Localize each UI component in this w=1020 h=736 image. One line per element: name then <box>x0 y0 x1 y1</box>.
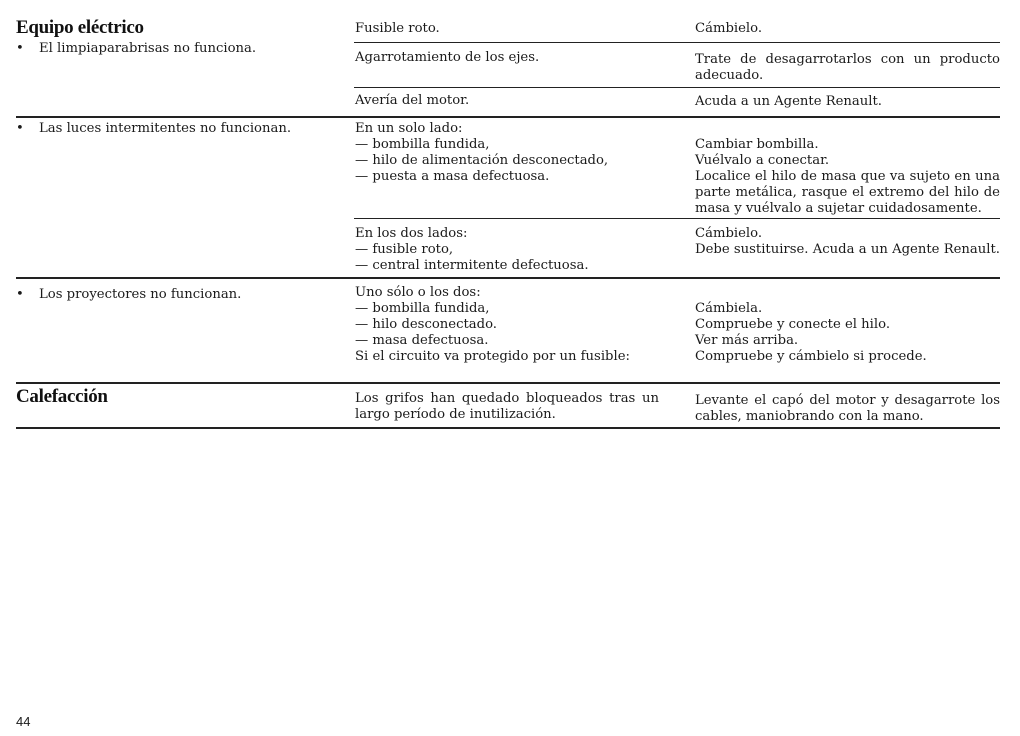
remedy-text: Cámbielo. <box>695 21 763 36</box>
row-divider <box>354 42 1000 43</box>
cause-line: Uno sólo o los dos: <box>355 285 481 300</box>
remedy-text: Trate de desagarrotarlos con un producto adecuado. <box>695 52 1000 83</box>
symptom-wipers <box>16 41 256 57</box>
cause-line: En un solo lado: <box>355 121 463 136</box>
remedy-line: Cambiar bombilla. <box>695 137 819 152</box>
cause-line: — hilo de alimentación desconectado, <box>355 153 609 168</box>
remedy-line: Debe sustituirse. Acuda a un Agente Renault. <box>695 242 1000 257</box>
cause-line: En los dos lados: <box>355 226 468 241</box>
page-number: 44 <box>16 714 31 729</box>
cause-text: Avería del motor. <box>355 93 470 108</box>
cause-block <box>355 226 589 274</box>
symptom-headlights <box>16 287 241 303</box>
cause-line: — bombilla fundida, <box>355 301 490 316</box>
symptom-divider <box>16 116 1000 118</box>
bullet-icon: • <box>16 41 24 56</box>
cause-block <box>355 285 630 365</box>
bullet-icon: • <box>16 287 24 302</box>
remedy-block <box>695 137 1000 217</box>
remedy-block <box>695 301 927 365</box>
remedy-text: Acuda a un Agente Renault. <box>695 94 882 109</box>
remedy-line: Compruebe y conecte el hilo. <box>695 317 891 332</box>
symptom-label: El limpiaparabrisas no funciona. <box>39 41 257 56</box>
remedy-line: Vuélvalo a conectar. <box>695 153 830 168</box>
cause-line: Si el circuito va protegido por un fusible: <box>355 349 630 364</box>
symptom-label: Las luces intermitentes no funcionan. <box>39 121 292 136</box>
symptom-label: Los proyectores no funcionan. <box>39 287 242 302</box>
cause-text: Agarrotamiento de los ejes. <box>355 50 540 65</box>
cause-line: — fusible roto, <box>355 242 454 257</box>
symptom-divider <box>16 277 1000 279</box>
row-divider <box>354 87 1000 88</box>
remedy-block <box>695 226 1000 258</box>
cause-line: — central intermitente defectuosa. <box>355 258 589 273</box>
cause-line: — bombilla fundida, <box>355 137 490 152</box>
remedy-text: Levante el capó del motor y desagarrote los cables, maniobrando con la mano. <box>695 393 1000 424</box>
section-title-calefaccion: Calefacción <box>16 386 108 407</box>
cause-text: Fusible roto. <box>355 21 440 36</box>
section-title-equipo-electrico: Equipo eléctrico <box>16 17 144 38</box>
cause-line: — puesta a masa defectuosa. <box>355 169 550 184</box>
symptom-turn-signals <box>16 121 291 137</box>
remedy-line: Cámbiela. <box>695 301 763 316</box>
section-divider <box>16 427 1000 429</box>
cause-line: — hilo desconectado. <box>355 317 497 332</box>
remedy-line: Compruebe y cámbielo si procede. <box>695 349 927 364</box>
remedy-line: Cámbielo. <box>695 226 763 241</box>
row-divider <box>354 218 1000 219</box>
cause-line: — masa defectuosa. <box>355 333 489 348</box>
remedy-line: Localice el hilo de masa que va sujeto en una parte metálica, rasque el extremo del hilo de masa y vuélvalo a sujetar cuidadosamente. <box>695 169 1000 216</box>
section-divider <box>16 382 1000 384</box>
remedy-line: Ver más arriba. <box>695 333 799 348</box>
cause-text: Los grifos han quedado bloqueados tras un largo período de inutilización. <box>355 391 659 422</box>
cause-block <box>355 121 608 185</box>
bullet-icon: • <box>16 121 24 136</box>
